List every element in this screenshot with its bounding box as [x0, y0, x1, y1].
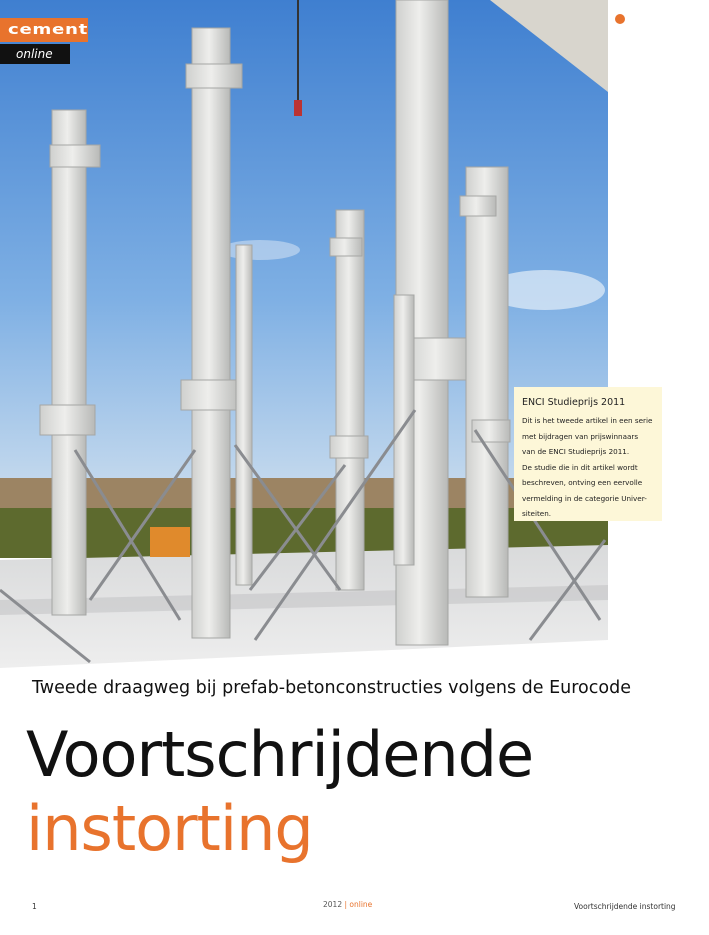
sidebar-line: van de ENCI Studieprijs 2011.: [522, 447, 630, 456]
sidebar-line: Dit is het tweede artikel in een serie: [522, 416, 653, 425]
footer-edition: online: [349, 900, 373, 909]
article-subtitle: Tweede draagweg bij prefab-betonconstructies volgens de Eurocode: [32, 678, 631, 698]
brand-logo[interactable]: [0, 18, 88, 42]
footer-issue: [323, 900, 372, 909]
corner-dot-icon: [615, 14, 625, 24]
sidebar-line: siteiten.: [522, 509, 552, 518]
sidebar-box: [514, 387, 662, 521]
running-title: Voortschrijdende instorting: [574, 902, 676, 911]
sidebar-line: vermelding in de categorie Univer-: [522, 493, 647, 503]
article-title-line2: instorting: [26, 792, 313, 865]
article-title-line1: Voortschrijdende: [26, 718, 534, 791]
sidebar-line: met bijdragen van prijswinnaars: [522, 431, 639, 441]
page-number: 1: [32, 902, 37, 911]
sidebar-body: [522, 413, 654, 522]
brand-logo-text: cement: [8, 22, 89, 38]
sidebar-line: De studie die in dit artikel wordt: [522, 462, 638, 472]
sidebar-title: ENCI Studieprijs 2011: [522, 397, 626, 408]
footer-separator: |: [344, 900, 348, 909]
sidebar-line: beschreven, ontving een eervolle: [522, 478, 643, 487]
footer-year: 2012: [323, 900, 343, 909]
online-tag: online: [0, 44, 70, 64]
